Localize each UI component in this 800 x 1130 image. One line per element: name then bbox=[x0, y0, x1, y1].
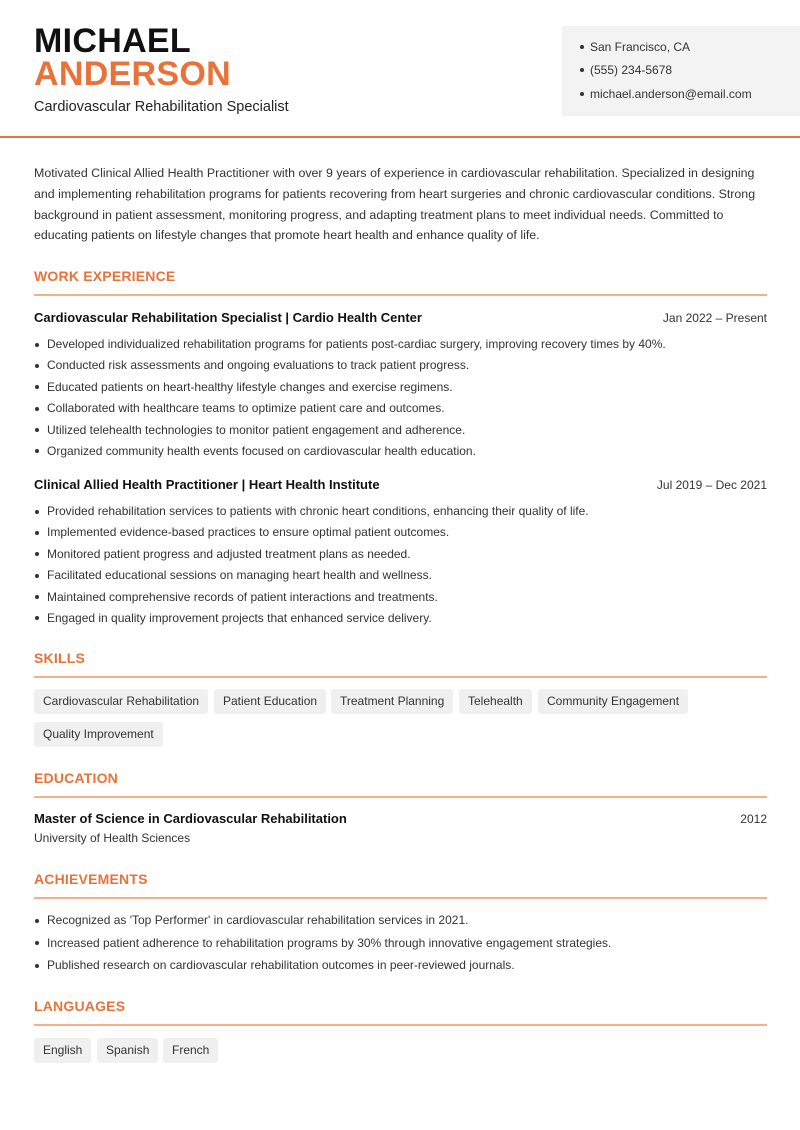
list-item: Published research on cardiovascular rehabilitation outcomes in peer-reviewed journals. bbox=[34, 958, 768, 981]
education-degree: Master of Science in Cardiovascular Rehabilitation bbox=[34, 811, 347, 826]
list-item: Educated patients on heart-healthy lifestyle changes and exercise regimens. bbox=[34, 380, 768, 401]
contact-location bbox=[580, 40, 690, 54]
skill-chip: Community Engagement bbox=[538, 689, 688, 714]
section-divider bbox=[34, 294, 767, 296]
section-divider bbox=[34, 676, 767, 678]
last-name: ANDERSON bbox=[34, 55, 231, 93]
list-item: Recognized as 'Top Performer' in cardiovascular rehabilitation services in 2021. bbox=[34, 913, 768, 936]
section-title-skills: SKILLS bbox=[34, 650, 85, 666]
list-item: Conducted risk assessments and ongoing evaluations to track patient progress. bbox=[34, 358, 768, 379]
list-item: Facilitated educational sessions on managing heart health and wellness. bbox=[34, 568, 768, 589]
bullet-icon bbox=[580, 45, 584, 49]
list-item: Utilized telehealth technologies to monitor patient engagement and adherence. bbox=[34, 423, 768, 444]
job-bullets-2 bbox=[34, 504, 768, 632]
first-name: MICHAEL bbox=[34, 22, 191, 60]
section-divider bbox=[34, 1024, 767, 1026]
list-item: Provided rehabilitation services to patients with chronic heart conditions, enhancing their quality of life. bbox=[34, 504, 768, 525]
job-dates-1: Jan 2022 – Present bbox=[662, 311, 767, 325]
language-chip: Spanish bbox=[97, 1038, 158, 1063]
job-title: Cardiovascular Rehabilitation Specialist bbox=[34, 99, 289, 115]
skill-chip: Cardiovascular Rehabilitation bbox=[34, 689, 208, 714]
job-bullets-1 bbox=[34, 337, 768, 465]
section-title-education: EDUCATION bbox=[34, 770, 118, 786]
resume-header bbox=[0, 0, 800, 138]
list-item: Engaged in quality improvement projects that enhanced service delivery. bbox=[34, 611, 768, 632]
section-title-languages: LANGUAGES bbox=[34, 998, 126, 1014]
contact-email[interactable] bbox=[580, 87, 752, 101]
list-item: Maintained comprehensive records of patient interactions and treatments. bbox=[34, 590, 768, 611]
contact-location-text: San Francisco, CA bbox=[590, 40, 691, 54]
section-title-achievements: ACHIEVEMENTS bbox=[34, 871, 148, 887]
section-title-work: WORK EXPERIENCE bbox=[34, 268, 176, 284]
bullet-icon bbox=[580, 68, 584, 72]
skill-chip: Patient Education bbox=[214, 689, 326, 714]
skill-chip: Telehealth bbox=[459, 689, 532, 714]
list-item: Implemented evidence-based practices to ensure optimal patient outcomes. bbox=[34, 525, 768, 546]
list-item: Collaborated with healthcare teams to optimize patient care and outcomes. bbox=[34, 401, 768, 422]
summary: Motivated Clinical Allied Health Practitioner with over 9 years of experience in cardiovascular rehabilitation. Specialized in designing and implementing rehabilitation programs for patients recovering from heart surgeries and chronic cardiovascular conditions. Strong background in patient assessment, monitoring progress, and adapting treatment plans to meet individual needs. Committed to educating patients on lifestyle changes that promote heart health and enhance quality of life. bbox=[34, 166, 756, 243]
education-year: 2012 bbox=[740, 812, 767, 826]
list-item: Monitored patient progress and adjusted treatment plans as needed. bbox=[34, 547, 768, 568]
language-chip: English bbox=[34, 1038, 91, 1063]
contact-email-text[interactable]: michael.anderson@email.com bbox=[590, 87, 752, 101]
contact-phone-text: (555) 234-5678 bbox=[590, 63, 673, 77]
section-divider bbox=[34, 897, 767, 899]
skill-chip: Quality Improvement bbox=[34, 722, 163, 747]
contact-box bbox=[562, 26, 800, 116]
job-title-1: Cardiovascular Rehabilitation Specialist | Cardio Health Center bbox=[34, 310, 422, 325]
list-item: Organized community health events focused on cardiovascular health education. bbox=[34, 444, 768, 465]
skill-chip: Treatment Planning bbox=[331, 689, 453, 714]
contact-phone bbox=[580, 63, 672, 77]
language-chip: French bbox=[163, 1038, 218, 1063]
achievements-list bbox=[34, 913, 768, 981]
education-school: University of Health Sciences bbox=[34, 831, 191, 845]
job-title-2: Clinical Allied Health Practitioner | Heart Health Institute bbox=[34, 477, 380, 492]
list-item: Developed individualized rehabilitation programs for patients post-cardiac surgery, improving recovery times by 40%. bbox=[34, 337, 768, 358]
list-item: Increased patient adherence to rehabilitation programs by 30% through innovative engagement strategies. bbox=[34, 936, 768, 959]
job-dates-2: Jul 2019 – Dec 2021 bbox=[656, 478, 767, 492]
bullet-icon bbox=[580, 92, 584, 96]
section-divider bbox=[34, 796, 767, 798]
